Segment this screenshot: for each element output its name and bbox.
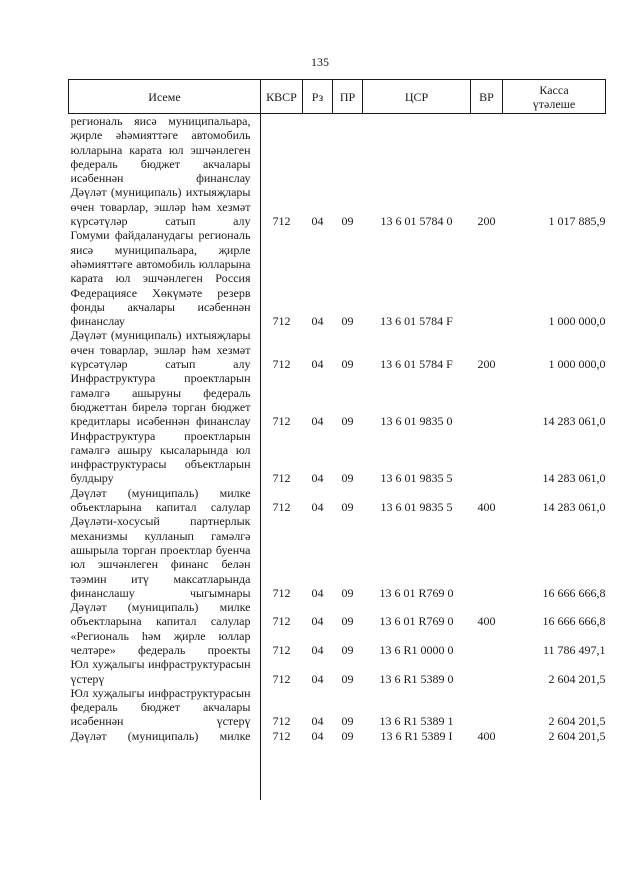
- header-kassa: Касса үтәлеше: [503, 80, 606, 114]
- row-vr: [471, 371, 503, 428]
- row-kassa: 1 017 885,9: [548, 214, 606, 229]
- row-csr: 13 6 R1 0000 0: [379, 642, 454, 657]
- row-vr: 200: [477, 357, 496, 372]
- header-kvsr: КВСР: [261, 80, 303, 114]
- row-name: Дәүләт (муниципаль) милке объектларына капитал салулар: [70, 485, 251, 515]
- table-row: [69, 185, 606, 228]
- row-name: Дәүләт (муниципаль) милке: [70, 728, 251, 743]
- row-kassa: 14 283 061,0: [542, 471, 606, 486]
- row-rz: 04: [311, 214, 324, 229]
- table-row: [69, 729, 606, 743]
- row-kvsr: 712: [272, 214, 291, 229]
- row-kassa: 2 604 201,5: [548, 714, 606, 729]
- row-name: Юл хуҗалыгы инфраструктурасын федераль бюджет акчалары исәбеннән үстерү: [70, 685, 251, 729]
- row-kassa: 16 666 666,8: [542, 614, 606, 629]
- row-vr: [471, 686, 503, 729]
- row-name: Дәүләти-хосусый партнерлык механизмы кулланып гамәлгә ашырыла торган проектлар буенча юл эшчәнлеген финанс белән тәэмин итү максатларында финанслашу чыгымнары: [70, 514, 251, 600]
- table-row: [69, 371, 606, 428]
- table-row: [69, 657, 606, 686]
- row-kvsr: [261, 114, 303, 186]
- row-csr: 13 6 R1 5389 I: [380, 728, 453, 743]
- row-name: Дәүләт (муниципаль) милке объектларына капитал салулар: [70, 600, 251, 629]
- table-row: [69, 629, 606, 658]
- row-csr: 13 6 R1 5389 0: [379, 671, 454, 686]
- row-rz: 04: [311, 728, 324, 743]
- table-row: [69, 429, 606, 486]
- row-kassa: 14 283 061,0: [542, 500, 606, 515]
- row-kvsr: 712: [272, 471, 291, 486]
- row-pr: 09: [341, 671, 354, 686]
- page-number: 135: [311, 55, 329, 69]
- table-row: [69, 228, 606, 328]
- row-rz: 04: [311, 314, 324, 329]
- row-pr: 09: [341, 500, 354, 515]
- row-csr: [363, 114, 471, 186]
- row-pr: 09: [341, 642, 354, 657]
- row-kvsr: 712: [272, 357, 291, 372]
- row-pr: 09: [341, 357, 354, 372]
- table-row: [69, 600, 606, 629]
- row-vr: [471, 657, 503, 686]
- row-kassa: 2 604 201,5: [548, 728, 606, 743]
- row-kassa: 1 000 000,0: [548, 314, 606, 329]
- row-name: Гомуми файдаланудагы региональ яисә муниципальара, җирле әһәмияттәге автомобиль юлларына карата юл эшчәнлеген Россия Федерациясе Хөкүмәте резерв фонды акчалары исәбеннән финанслау: [70, 228, 251, 329]
- table-row: [69, 328, 606, 371]
- row-pr: 09: [341, 714, 354, 729]
- row-pr: 09: [341, 471, 354, 486]
- row-rz: 04: [311, 585, 324, 600]
- header-vr: ВР: [471, 80, 503, 114]
- row-kassa: 14 283 061,0: [542, 414, 606, 429]
- row-name: Дәүләт (муниципаль) ихтыяҗлары өчен товарлар, эшләр һәм хезмәт күрсәтүләр сатып алу: [70, 328, 251, 372]
- row-pr: 09: [341, 214, 354, 229]
- row-kvsr: 712: [272, 585, 291, 600]
- row-kvsr: 712: [272, 642, 291, 657]
- row-name: региональ яисә муниципальара, җирле әһәмияттәге автомобиль юлларына карата юл эшчәнлеген федераль бюджет акчалары исәбеннән финанслау: [70, 114, 251, 186]
- row-kvsr: 712: [272, 614, 291, 629]
- row-pr: 09: [341, 314, 354, 329]
- row-csr: 13 6 R1 5389 1: [379, 714, 454, 729]
- row-name: Инфраструктура проектларын гамәлгә ашыру кысаларында юл инфраструктурасы объектларын булдыру: [70, 428, 251, 486]
- table-row: [69, 114, 606, 186]
- row-kassa: 2 604 201,5: [548, 671, 606, 686]
- row-name: Юл хуҗалыгы инфраструктурасын үстерү: [70, 657, 251, 686]
- budget-table: [68, 79, 606, 743]
- row-pr: 09: [341, 414, 354, 429]
- row-vr: [471, 629, 503, 658]
- row-kvsr: 712: [272, 714, 291, 729]
- row-csr: 13 6 01 9835 0: [380, 414, 453, 429]
- row-rz: 04: [311, 671, 324, 686]
- row-rz: 04: [311, 471, 324, 486]
- row-name: Дәүләт (муниципаль) ихтыяҗлары өчен товарлар, эшләр һәм хезмәт күрсәтүләр сатып алу: [70, 185, 251, 229]
- row-vr: 400: [477, 728, 496, 743]
- row-kassa: 16 666 666,8: [542, 585, 606, 600]
- row-vr: [471, 514, 503, 600]
- row-vr: 400: [477, 500, 496, 515]
- row-csr: 13 6 01 5784 0: [380, 214, 453, 229]
- row-kvsr: 712: [272, 314, 291, 329]
- row-kassa: [503, 114, 606, 186]
- header-name: Исеме: [69, 80, 261, 114]
- row-rz: 04: [311, 414, 324, 429]
- row-name: Инфраструктура проектларын гамәлгә ашыруны федераль бюджеттан бирелә торган бюджет кредитлары исәбеннән финанслау: [70, 371, 251, 429]
- row-rz: 04: [311, 642, 324, 657]
- row-csr: 13 6 01 R769 0: [379, 614, 454, 629]
- row-kassa: 11 786 497,1: [542, 642, 606, 657]
- row-rz: 04: [311, 614, 324, 629]
- row-vr: [471, 228, 503, 328]
- table-row: [69, 486, 606, 515]
- row-rz: 04: [311, 357, 324, 372]
- row-pr: [333, 114, 363, 186]
- row-kvsr: 712: [272, 414, 291, 429]
- table-body: [69, 114, 606, 744]
- header-csr: ЦСР: [363, 80, 471, 114]
- row-kvsr: 712: [272, 671, 291, 686]
- table-header-row: [69, 80, 606, 114]
- row-pr: 09: [341, 585, 354, 600]
- header-pr: ПР: [333, 80, 363, 114]
- row-csr: 13 6 01 5784 F: [380, 357, 453, 372]
- row-vr: 200: [477, 214, 496, 229]
- row-rz: 04: [311, 500, 324, 515]
- row-name: «Региональ һәм җирле юллар челтәре» федераль проекты: [70, 628, 251, 657]
- row-csr: 13 6 01 5784 F: [380, 314, 453, 329]
- table-row: [69, 686, 606, 729]
- row-rz: [303, 114, 333, 186]
- row-pr: 09: [341, 728, 354, 743]
- row-csr: 13 6 01 R769 0: [379, 585, 454, 600]
- table-row: [69, 514, 606, 600]
- row-kvsr: 712: [272, 500, 291, 515]
- header-rz: Рз: [303, 80, 333, 114]
- row-csr: 13 6 01 9835 5: [380, 471, 453, 486]
- row-csr: 13 6 01 9835 5: [380, 500, 453, 515]
- row-kvsr: 712: [272, 728, 291, 743]
- row-vr: [471, 114, 503, 186]
- name-column-divider: [260, 112, 261, 800]
- row-vr: 400: [477, 614, 496, 629]
- row-vr: [471, 429, 503, 486]
- row-pr: 09: [341, 614, 354, 629]
- row-rz: 04: [311, 714, 324, 729]
- row-kassa: 1 000 000,0: [548, 357, 606, 372]
